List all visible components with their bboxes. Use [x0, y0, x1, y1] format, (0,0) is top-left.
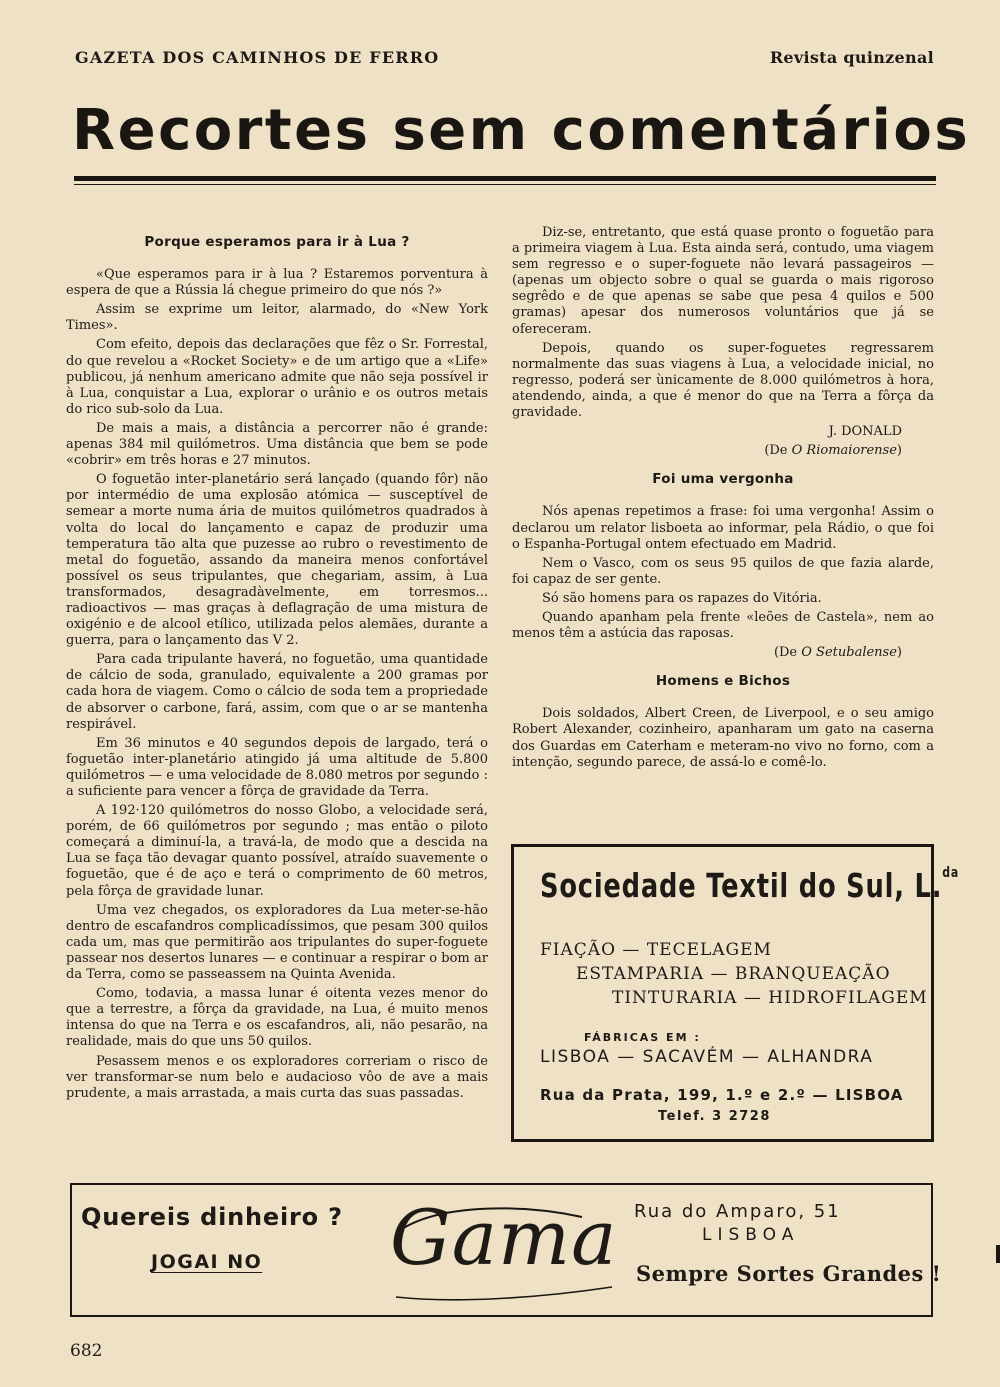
article-title-bichos: Homens e Bichos	[655, 673, 791, 690]
advert-line-3: TINTURARIA — HIDROFILAGEM	[612, 988, 928, 1008]
edge-mark	[996, 1245, 1000, 1263]
page-number: 682	[70, 1341, 103, 1361]
paragraph: Nós apenas repetimos a frase: foi uma vergonha! Assim o declarou um relator lisboeta ao informar, pela Rádio, o que foi o Espanha-Portugal ontem efectuado em Madrid.	[512, 504, 934, 552]
title-rule-thick	[74, 176, 936, 181]
advert-line-1: FIAÇÃO — TECELAGEM	[540, 940, 772, 960]
publication-frequency: Revista quinzenal	[769, 48, 934, 67]
paragraph: Depois, quando os super-foguetes regressarem normalmente das suas viagens à Lua, a velocidade inicial, no regresso, poderá ser ùnicamente de 8.000 quilómetros à hora, atendendo, ainda, a que é menor do que na Terra a fôrça da gravidade.	[512, 340, 934, 421]
paragraph: Dois soldados, Albert Creen, de Liverpool, e o seu amigo Robert Alexander, cozinheiro, apanharam um gato na caserna dos Guardas em Caterham e meteram-no vivo no forno, com a intenção, segundo parece, de assá-lo e comê-lo.	[512, 706, 934, 770]
article-source	[512, 645, 934, 661]
page-title: Recortes sem comentários	[72, 98, 971, 163]
left-column	[66, 232, 488, 1105]
advert-question: Quereis dinheiro ?	[81, 1203, 343, 1231]
company-name-superscript: da	[942, 865, 959, 881]
company-name-text: Sociedade Textil do Sul, L.	[540, 866, 943, 905]
paragraph: Assim se exprime um leitor, alarmado, do «New York Times».	[66, 302, 488, 334]
paragraph: Em 36 minutos e 40 segundos depois de largado, terá o foguetão inter-planetário atingido já uma altitude de 5.800 quilómetros — e uma velocidade de 8.080 metros por segundo : a suficiente para vencer a fôrça de gravidade da Terra.	[66, 735, 488, 799]
paragraph: «Que esperamos para ir à lua ? Estaremos porventura à espera de que a Rússia lá chegue primeiro do que nós ?»	[66, 267, 488, 299]
advert-gama-logo: Gama	[390, 1193, 618, 1282]
advert-address: Rua da Prata, 199, 1.º e 2.º — LISBOA	[540, 1086, 904, 1104]
source-suffix: )	[896, 645, 902, 661]
right-column	[512, 225, 934, 774]
advert-fabricas-label: FÁBRICAS EM :	[584, 1031, 701, 1044]
paragraph: Quando apanham pela frente «leões de Castela», nem ao menos têm a astúcia das raposas.	[512, 609, 934, 642]
advert-sociedade-textil	[511, 844, 959, 1142]
paragraph: O foguetão inter-planetário será lançado (quando fôr) não por intermédio de uma explosão atómica — susceptível de semear a morte numa ária de muitos quilómetros quadrados à volta do local do lançamento e capaz de produzir uma temperatura tão alta que puzesse ao rubro o revestimento de metal do foguetão, assando da maneira menos confortável possível os seus tripulantes, que chegariam, assim, à Lua transformados, desagradàvelmente, em torresmos... radioactivos — mas graças à deflagração de uma mistura de oxigénio e de alcool etílico, utilizada pelos alemães, durante a guerra, para o lançamento das V 2.	[66, 472, 488, 649]
advert-jogai: JOGAI NO	[151, 1251, 263, 1273]
source-name: O Setubalense	[801, 645, 897, 661]
article-signature: J. DONALD	[828, 424, 902, 440]
paragraph: Nem o Vasco, com os seus 95 quilos de que fazia alarde, foi capaz de ser gente.	[512, 555, 934, 587]
article-title-lua: Porque esperamos para ir à Lua ?	[144, 234, 410, 250]
paragraph: Uma vez chegados, os exploradores da Lua meter-se-hão dentro de escafandros complicadíssimos, que pesam 300 quilos cada um, mas que permitirão aos tripulantes do super-foguete passear nos desertos lunares — e continuar a respirar o bom ar da Terra, como se passeassem na Quinta Avenida.	[66, 902, 488, 983]
article-source	[512, 443, 934, 459]
paragraph: Diz-se, entretanto, que está quase pronto o foguetão para a primeira viagem à Lua. Esta ainda será, contudo, uma viagem sem regresso e o super-foguete não levará passageiros — (apenas um objecto sobre o qual se guarda o mais rigoroso segrêdo e de que apenas se sabe que pesa 4 quilos e 500 gramas) apesar dos numerosos voluntários que já se ofereceram.	[512, 225, 934, 337]
source-prefix: (De	[773, 645, 802, 661]
advert-gama	[70, 1183, 942, 1317]
publication-name: GAZETA DOS CAMINHOS DE FERRO	[75, 48, 440, 67]
paragraph: De mais a mais, a distância a percorrer não é grande: apenas 384 mil quilómetros. Uma distância que bem se pode «cobrir» em três horas e 27 minutos.	[66, 420, 488, 469]
advert-street: Rua do Amparo, 51	[634, 1201, 841, 1222]
advert-slogan: Sempre Sortes Grandes !	[636, 1261, 942, 1286]
source-suffix: )	[896, 443, 902, 459]
title-rule-thin	[74, 184, 936, 185]
source-prefix: (De	[764, 443, 792, 459]
source-name: O Riomaiorense	[791, 443, 897, 459]
paragraph: Como, todavia, a massa lunar é oitenta vezes menor do que a terrestre, a fôrça da gravidade, na Lua, é muito menos intensa do que na Terra e os escafandros, ali, não pesarão, na realidade, mais do que uns 50 quilos.	[66, 986, 488, 1050]
advert-phone: Telef. 3 2728	[658, 1109, 771, 1124]
advert-company-name	[540, 865, 959, 905]
paragraph: Com efeito, depois das declarações que fêz o Sr. Forrestal, do que revelou a «Rocket Society» e de um artigo que a «Life» publicou, já nenhum americano admite que não seja possível ir à Lua, conquistar a Lua, explorar o urânio e os outros metais do rico sub-solo da Lua.	[66, 337, 488, 417]
advert-cities: LISBOA — SACAVÉM — ALHANDRA	[540, 1047, 874, 1067]
paragraph: Para cada tripulante haverá, no foguetão, uma quantidade de cálcio de soda, granulado, equivalente a 200 gramas por cada hora de viagem. Como o cálcio de soda tem a propriedade de absorver o carbone, fará, assim, com que o ar se mantenha respirável.	[66, 652, 488, 732]
advert-city: LISBOA	[702, 1225, 800, 1245]
paragraph: Só são homens para os rapazes do Vitória.	[542, 590, 822, 606]
paragraph: A 192·120 quilómetros do nosso Globo, a velocidade será, porém, de 66 quilómetros por segundo ; mas então o piloto começará a diminuí-la, a travá-la, de modo que a descida na Lua se faça tão devagar quanto possível, atraído suavemente o foguetão, que é de aço e terá o comprimento de 60 metros, pela fôrça de gravidade lunar.	[66, 803, 488, 899]
paragraph: Pesassem menos e os exploradores correriam o risco de ver transformar-se num belo e audacioso vôo de ave a mais prudente, a mais arrastada, a mais curta das suas passadas.	[66, 1053, 488, 1101]
article-title-vergonha: Foi uma vergonha	[652, 471, 794, 488]
advert-line-2: ESTAMPARIA — BRANQUEAÇÃO	[576, 964, 891, 984]
